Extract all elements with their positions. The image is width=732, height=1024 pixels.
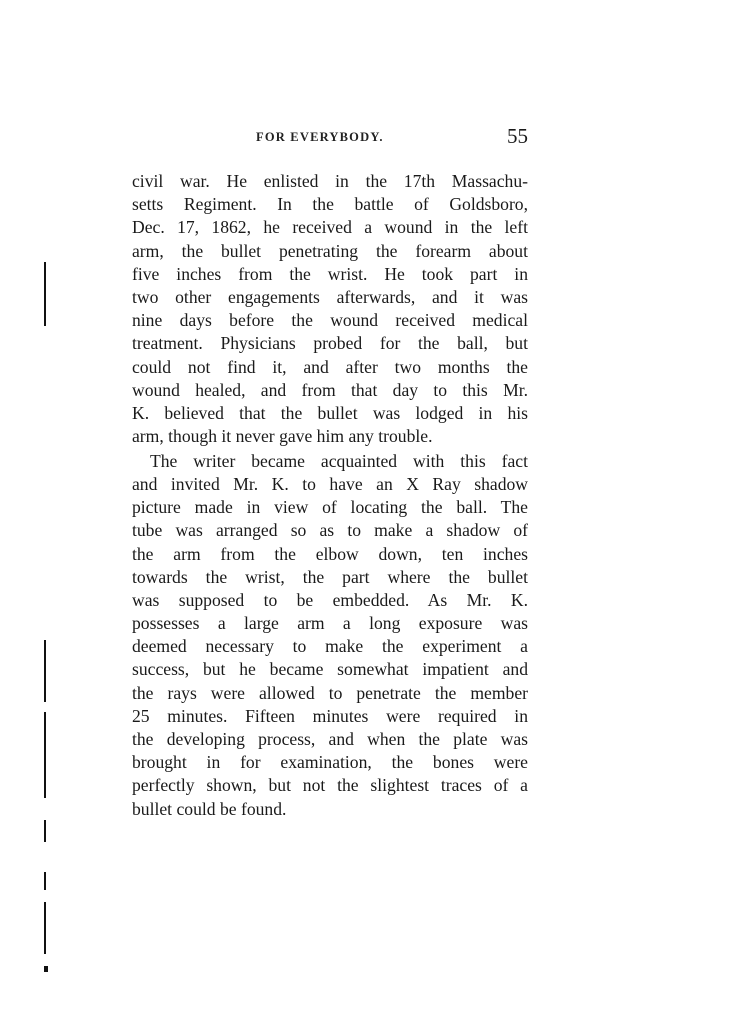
text-line: arm, though it never gave him any trouble.: [132, 426, 433, 447]
text-line: success, but he became somewhat impatient and: [132, 659, 528, 680]
scan-margin-mark: [44, 712, 46, 798]
page-header: [132, 124, 528, 154]
text-line: the arm from the elbow down, ten inches: [132, 543, 528, 564]
text-line: and invited Mr. K. to have an X Ray shadow: [132, 473, 528, 494]
text-line: was supposed to be embedded. As Mr. K.: [132, 589, 528, 610]
text-line: possesses a large arm a long exposure was: [132, 613, 528, 634]
body-text: [132, 170, 528, 821]
text-line: perfectly shown, but not the slightest traces of a: [132, 775, 528, 796]
text-line: civil war. He enlisted in the 17th Massachu-: [132, 171, 528, 191]
text-line: brought in for examination, the bones were: [132, 752, 528, 773]
scan-margin-mark: [44, 966, 48, 972]
text-line: wound healed, and from that day to this Mr.: [132, 379, 528, 400]
text-line: arm, the bullet penetrating the forearm about: [132, 240, 528, 261]
text-line: deemed necessary to make the experiment a: [132, 636, 528, 657]
text-line: K. believed that the bullet was lodged in his: [132, 402, 528, 423]
scan-margin-mark: [44, 820, 46, 842]
running-head: FOR EVERYBODY.: [256, 130, 384, 144]
paragraph: [132, 170, 528, 448]
text-line: the rays were allowed to penetrate the member: [132, 682, 528, 703]
text-line: setts Regiment. In the battle of Goldsboro,: [132, 194, 528, 215]
scan-margin-mark: [44, 872, 46, 890]
text-line: Dec. 17, 1862, he received a wound in the left: [132, 217, 528, 238]
text-line: five inches from the wrist. He took part in: [132, 263, 528, 284]
paragraph: [132, 450, 528, 821]
text-line: treatment. Physicians probed for the ball, but: [132, 333, 528, 354]
text-line: the developing process, and when the plate was: [132, 729, 528, 749]
text-line: towards the wrist, the part where the bullet: [132, 566, 528, 587]
text-line: nine days before the wound received medical: [132, 310, 528, 331]
text-line: two other engagements afterwards, and it was: [132, 286, 528, 307]
scan-margin-mark: [44, 262, 46, 326]
scan-margin-mark: [44, 640, 46, 702]
text-line: 25 minutes. Fifteen minutes were required in: [132, 705, 528, 726]
text-line: tube was arranged so as to make a shadow of: [132, 520, 528, 541]
text-line: could not find it, and after two months the: [132, 356, 528, 377]
text-line: bullet could be found.: [132, 798, 287, 819]
page-number: 55: [507, 124, 528, 148]
text-line: The writer became acquainted with this fact: [150, 450, 528, 471]
text-line: picture made in view of locating the ball. The: [132, 497, 528, 518]
scan-margin-mark: [44, 902, 46, 954]
